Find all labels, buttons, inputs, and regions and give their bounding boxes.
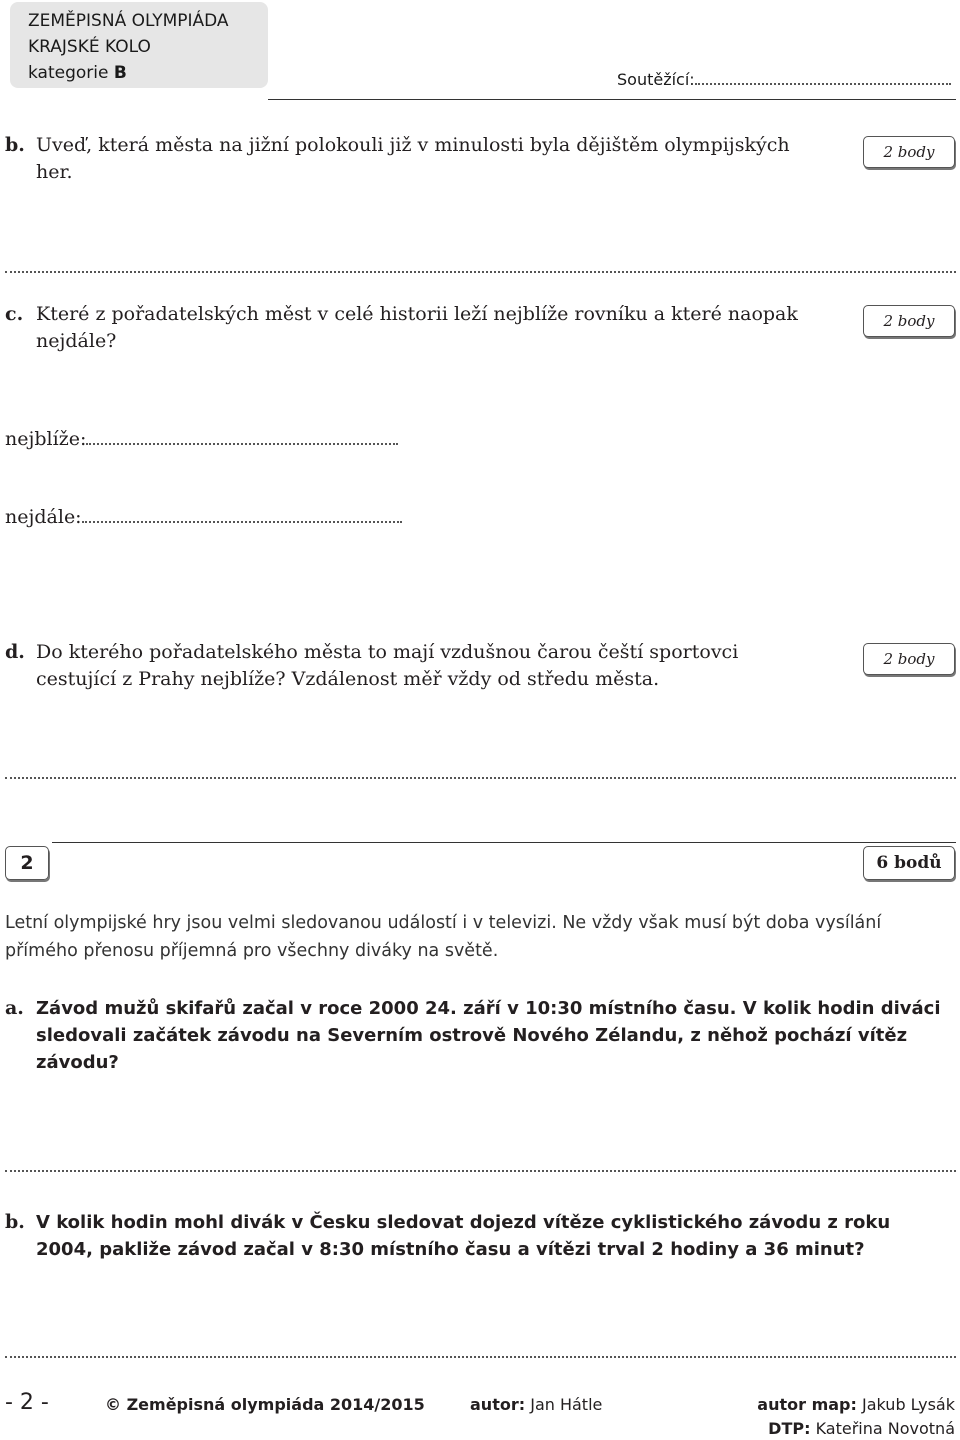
question-2a-line2: sledovali začátek závodu na Severním ostrově Nového Zélandu, z něhož pochází vítěz bbox=[36, 1025, 908, 1046]
question-d-text bbox=[36, 639, 856, 693]
question-letter-d: d. bbox=[5, 641, 25, 663]
footer-dtp bbox=[768, 1419, 955, 1438]
header-box bbox=[10, 2, 268, 88]
section-2-rule bbox=[52, 842, 956, 843]
competitor-label: Soutěžící: bbox=[617, 70, 695, 89]
competitor-name-blank[interactable] bbox=[695, 71, 951, 85]
question-c-line2: nejdále? bbox=[36, 330, 117, 352]
question-c-line1: Které z pořadatelských měst v celé historii leží nejblíže rovníku a které naopak bbox=[36, 303, 798, 325]
question-d-line2: cestující z Prahy nejblíže? Vzdálenost měř vždy od středu města. bbox=[36, 668, 660, 690]
question-2b-text bbox=[36, 1209, 951, 1263]
header-rule bbox=[268, 99, 956, 100]
farthest-row bbox=[5, 506, 402, 528]
footer-author-name: Jan Hátle bbox=[530, 1395, 603, 1414]
question-c-points: 2 body bbox=[863, 305, 955, 337]
round-title: KRAJSKÉ KOLO bbox=[28, 37, 151, 57]
question-letter-b: b. bbox=[5, 134, 25, 156]
footer-author-label: autor: bbox=[470, 1395, 526, 1414]
question-b-points: 2 body bbox=[863, 136, 955, 168]
question-d-line1: Do kterého pořadatelského města to mají vzdušnou čarou čeští sportovci bbox=[36, 641, 739, 663]
footer-copyright: © Zeměpisná olympiáda 2014/2015 bbox=[105, 1395, 425, 1414]
footer-maps bbox=[757, 1395, 955, 1414]
question-2a-line1: Závod mužů skifařů začal v roce 2000 24. září v 10:30 místního času. V kolik hodin diváci bbox=[36, 998, 941, 1019]
category-value: B bbox=[113, 63, 127, 83]
answer-line-b[interactable] bbox=[5, 271, 956, 273]
nearest-row bbox=[5, 428, 398, 450]
farthest-label: nejdále: bbox=[5, 506, 82, 528]
section-2-number: 2 bbox=[5, 846, 49, 880]
intro-line1: Letní olympijské hry jsou velmi sledovanou událostí i v televizi. Ne vždy však musí být doba vysílání bbox=[5, 913, 882, 933]
nearest-label: nejblíže: bbox=[5, 428, 87, 450]
question-2a-letter: a. bbox=[5, 997, 24, 1019]
question-b-line1: Uveď, která města na jižní polokouli již v minulosti byla dějištěm olympijských bbox=[36, 134, 790, 156]
question-d-points: 2 body bbox=[863, 643, 955, 675]
footer-dtp-name: Kateřina Novotná bbox=[815, 1419, 955, 1438]
answer-line-2a[interactable] bbox=[5, 1170, 956, 1172]
question-letter-c: c. bbox=[5, 303, 24, 325]
page-number: - 2 - bbox=[5, 1390, 49, 1415]
olympiad-title: ZEMĚPISNÁ OLYMPIÁDA bbox=[28, 11, 229, 31]
section-2-intro bbox=[5, 909, 955, 965]
question-2b-line1: V kolik hodin mohl divák v Česku sledovat dojezd vítěze cyklistického závodu z roku bbox=[36, 1212, 891, 1233]
farthest-answer-blank[interactable] bbox=[82, 507, 402, 523]
question-2a-text bbox=[36, 995, 951, 1076]
nearest-answer-blank[interactable] bbox=[86, 429, 398, 445]
question-2b-line2: 2004, pakliže závod začal v 8:30 místního času a vítězi trval 2 hodiny a 36 minut? bbox=[36, 1239, 865, 1260]
question-b-text bbox=[36, 132, 856, 186]
footer-maps-label: autor map: bbox=[757, 1395, 857, 1414]
answer-line-2b[interactable] bbox=[5, 1356, 956, 1358]
question-2a-line3: závodu? bbox=[36, 1052, 119, 1073]
footer-maps-name: Jakub Lysák bbox=[862, 1395, 955, 1414]
intro-line2: přímého přenosu příjemná pro všechny diváky na světě. bbox=[5, 941, 499, 961]
section-2-points: 6 bodů bbox=[863, 846, 955, 880]
category bbox=[28, 63, 127, 83]
answer-line-d[interactable] bbox=[5, 777, 956, 779]
footer-author bbox=[470, 1395, 602, 1414]
question-c-text bbox=[36, 301, 856, 355]
footer-dtp-label: DTP: bbox=[768, 1419, 811, 1438]
question-2b-letter: b. bbox=[5, 1211, 25, 1233]
category-label: kategorie bbox=[28, 63, 109, 83]
competitor-field bbox=[617, 70, 951, 89]
question-b-line2: her. bbox=[36, 161, 73, 183]
